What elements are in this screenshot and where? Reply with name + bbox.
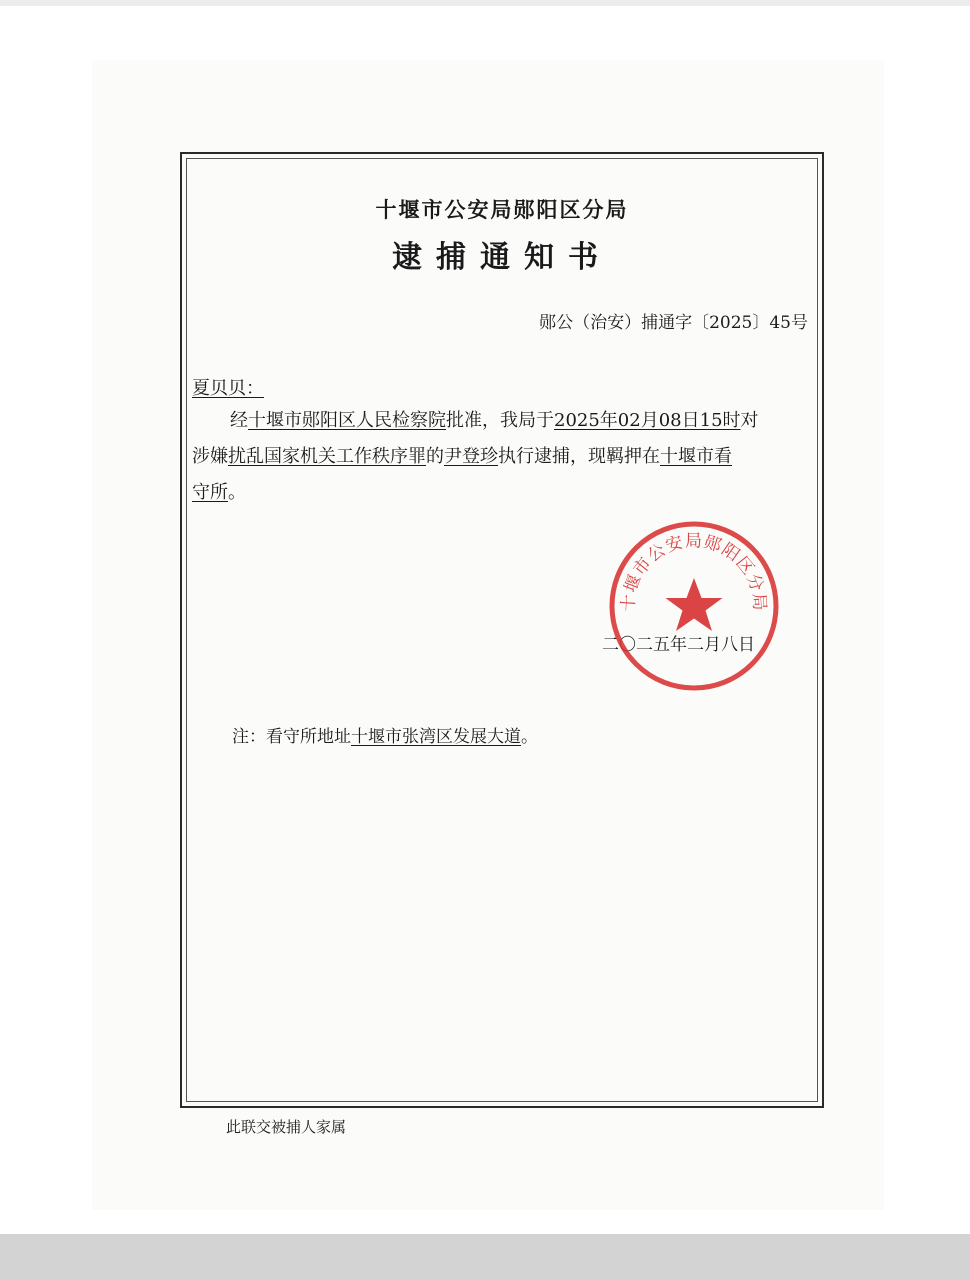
- document-number: 郧公（治安）捕通字〔2025〕45号: [539, 313, 808, 333]
- text-segment: 执行逮捕，现羁押在: [498, 446, 660, 467]
- text-segment: 。: [228, 482, 246, 503]
- detention-facility-part1: 十堰市看: [660, 446, 732, 467]
- text-segment: 批准，我局于: [446, 410, 554, 431]
- charge-name: 扰乱国家机关工作秩序罪: [228, 446, 426, 467]
- arrested-person: 尹登珍: [444, 446, 498, 467]
- procuratorate-name: 十堰市郧阳区人民检察院: [248, 410, 446, 431]
- arrest-datetime: 2025年02月08日15时: [554, 410, 741, 431]
- body-line-3: [192, 478, 246, 504]
- body-line-1: [230, 406, 759, 432]
- addressee-name: 夏贝贝：: [192, 378, 264, 399]
- official-seal-icon: [606, 518, 782, 694]
- text-segment: 涉嫌: [192, 446, 228, 467]
- text-segment: 。: [521, 727, 538, 747]
- note-line: [232, 722, 538, 747]
- top-strip: [0, 0, 970, 6]
- note-label: 注：看守所地址: [232, 727, 351, 747]
- agency-name: 十堰市公安局郧阳区分局: [375, 197, 629, 222]
- footer-copy-note: 此联交被捕人家属: [226, 1118, 347, 1136]
- detention-address: 十堰市张湾区发展大道: [351, 727, 521, 747]
- seal-star-icon: [666, 578, 723, 631]
- addressee: [192, 374, 264, 400]
- document-title: 逮捕通知书: [392, 240, 612, 275]
- body-line-2: [192, 442, 732, 468]
- issue-date: 二〇二五年二月八日: [602, 635, 755, 655]
- seal-text: 十堰市公安局郧阳区分局: [618, 531, 770, 613]
- text-segment: 的: [426, 446, 444, 467]
- text-segment: 对: [740, 410, 759, 431]
- detention-facility-part2: 守所: [192, 482, 228, 503]
- text-segment: 经: [230, 410, 248, 431]
- bottom-strip: [0, 1234, 970, 1280]
